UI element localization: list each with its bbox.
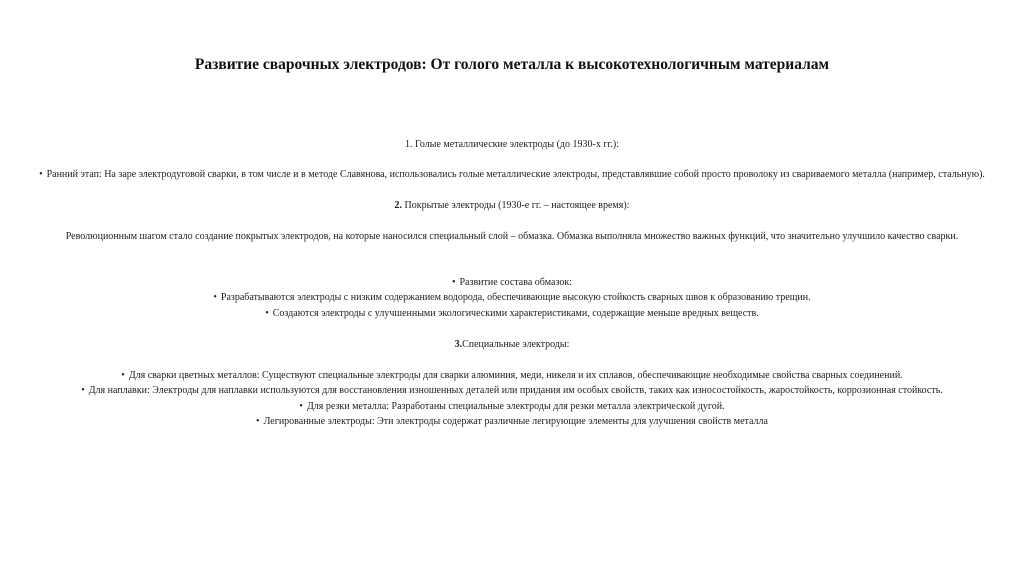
section2-bullet-1: [0, 277, 1024, 289]
bullet-marker: •: [81, 385, 85, 396]
bullet-marker: •: [213, 292, 217, 303]
section2-paragraph: Революционным шагом стало создание покрытых электродов, на которые наносился специальный слой – обмазка. Обмазка выполняла множество важных функций, что значительно улучшило качество сварки.: [65, 231, 959, 242]
section2-number: 2.: [394, 200, 403, 211]
section1-heading: 1. Голые металлические электроды (до 1930-х гг.):: [404, 139, 620, 150]
section3-number: 3.: [454, 339, 463, 350]
section1-bullet-text: Ранний этап: На заре электродуговой сварки, в том числе и в методе Славянова, использовались голые металлические электроды, представлявшие собой просто проволоку из свариваемого металла (например, стальную).: [46, 169, 985, 180]
section3-bullet-4: [0, 416, 1024, 428]
section1-bullet: [0, 169, 1024, 181]
section3-heading-text: Специальные электроды:: [462, 339, 570, 350]
section2-heading-text: Покрытые электроды (1930-е гг. – настоящее время):: [404, 200, 630, 211]
section3-heading: [0, 339, 1024, 351]
section3-bullet-2-text: Для наплавки: Электроды для наплавки используются для восстановления изношенных деталей или придания им особых свойств, таких как износостойкость, жаростойкость, коррозионная стойкость.: [88, 385, 943, 396]
section3-bullet-1: [0, 370, 1024, 382]
section2-bullet-2-text: Разрабатываются электроды с низким содержанием водорода, обеспечивающие высокую стойкость сварных швов к образованию трещин.: [220, 292, 811, 303]
section2-bullet-2: [0, 292, 1024, 304]
bullet-marker: •: [121, 370, 125, 381]
section2-bullet-3: [0, 308, 1024, 320]
bullet-marker: •: [299, 401, 303, 412]
section3-bullet-4-text: Легированные электроды: Эти электроды содержат различные легирующие элементы для улучшения свойств металла: [263, 416, 768, 427]
bullet-marker: •: [39, 169, 43, 180]
bullet-marker: •: [265, 308, 269, 319]
section3-bullet-3: [0, 401, 1024, 413]
section2-heading: [0, 200, 1024, 212]
section3-bullet-1-text: Для сварки цветных металлов: Существуют специальные электроды для сварки алюминия, меди, никеля и их сплавов, обеспечивающие необходимые свойства сварных соединений.: [128, 370, 903, 381]
bullet-marker: •: [451, 277, 456, 288]
section2-bullet-3-text: Создаются электроды с улучшенными экологическими характеристиками, содержащие меньше вредных веществ.: [272, 308, 759, 319]
section2-bullet-1-text: Развитие состава обмазок:: [459, 277, 572, 288]
bullet-marker: •: [256, 416, 260, 427]
slide-title: Развитие сварочных электродов: От голого металла к высокотехнологичным материалам: [194, 56, 830, 73]
section3-bullet-3-text: Для резки металла: Разработаны специальные электроды для резки металла электрической дугой.: [306, 401, 725, 412]
section3-bullet-2: [0, 385, 1024, 397]
